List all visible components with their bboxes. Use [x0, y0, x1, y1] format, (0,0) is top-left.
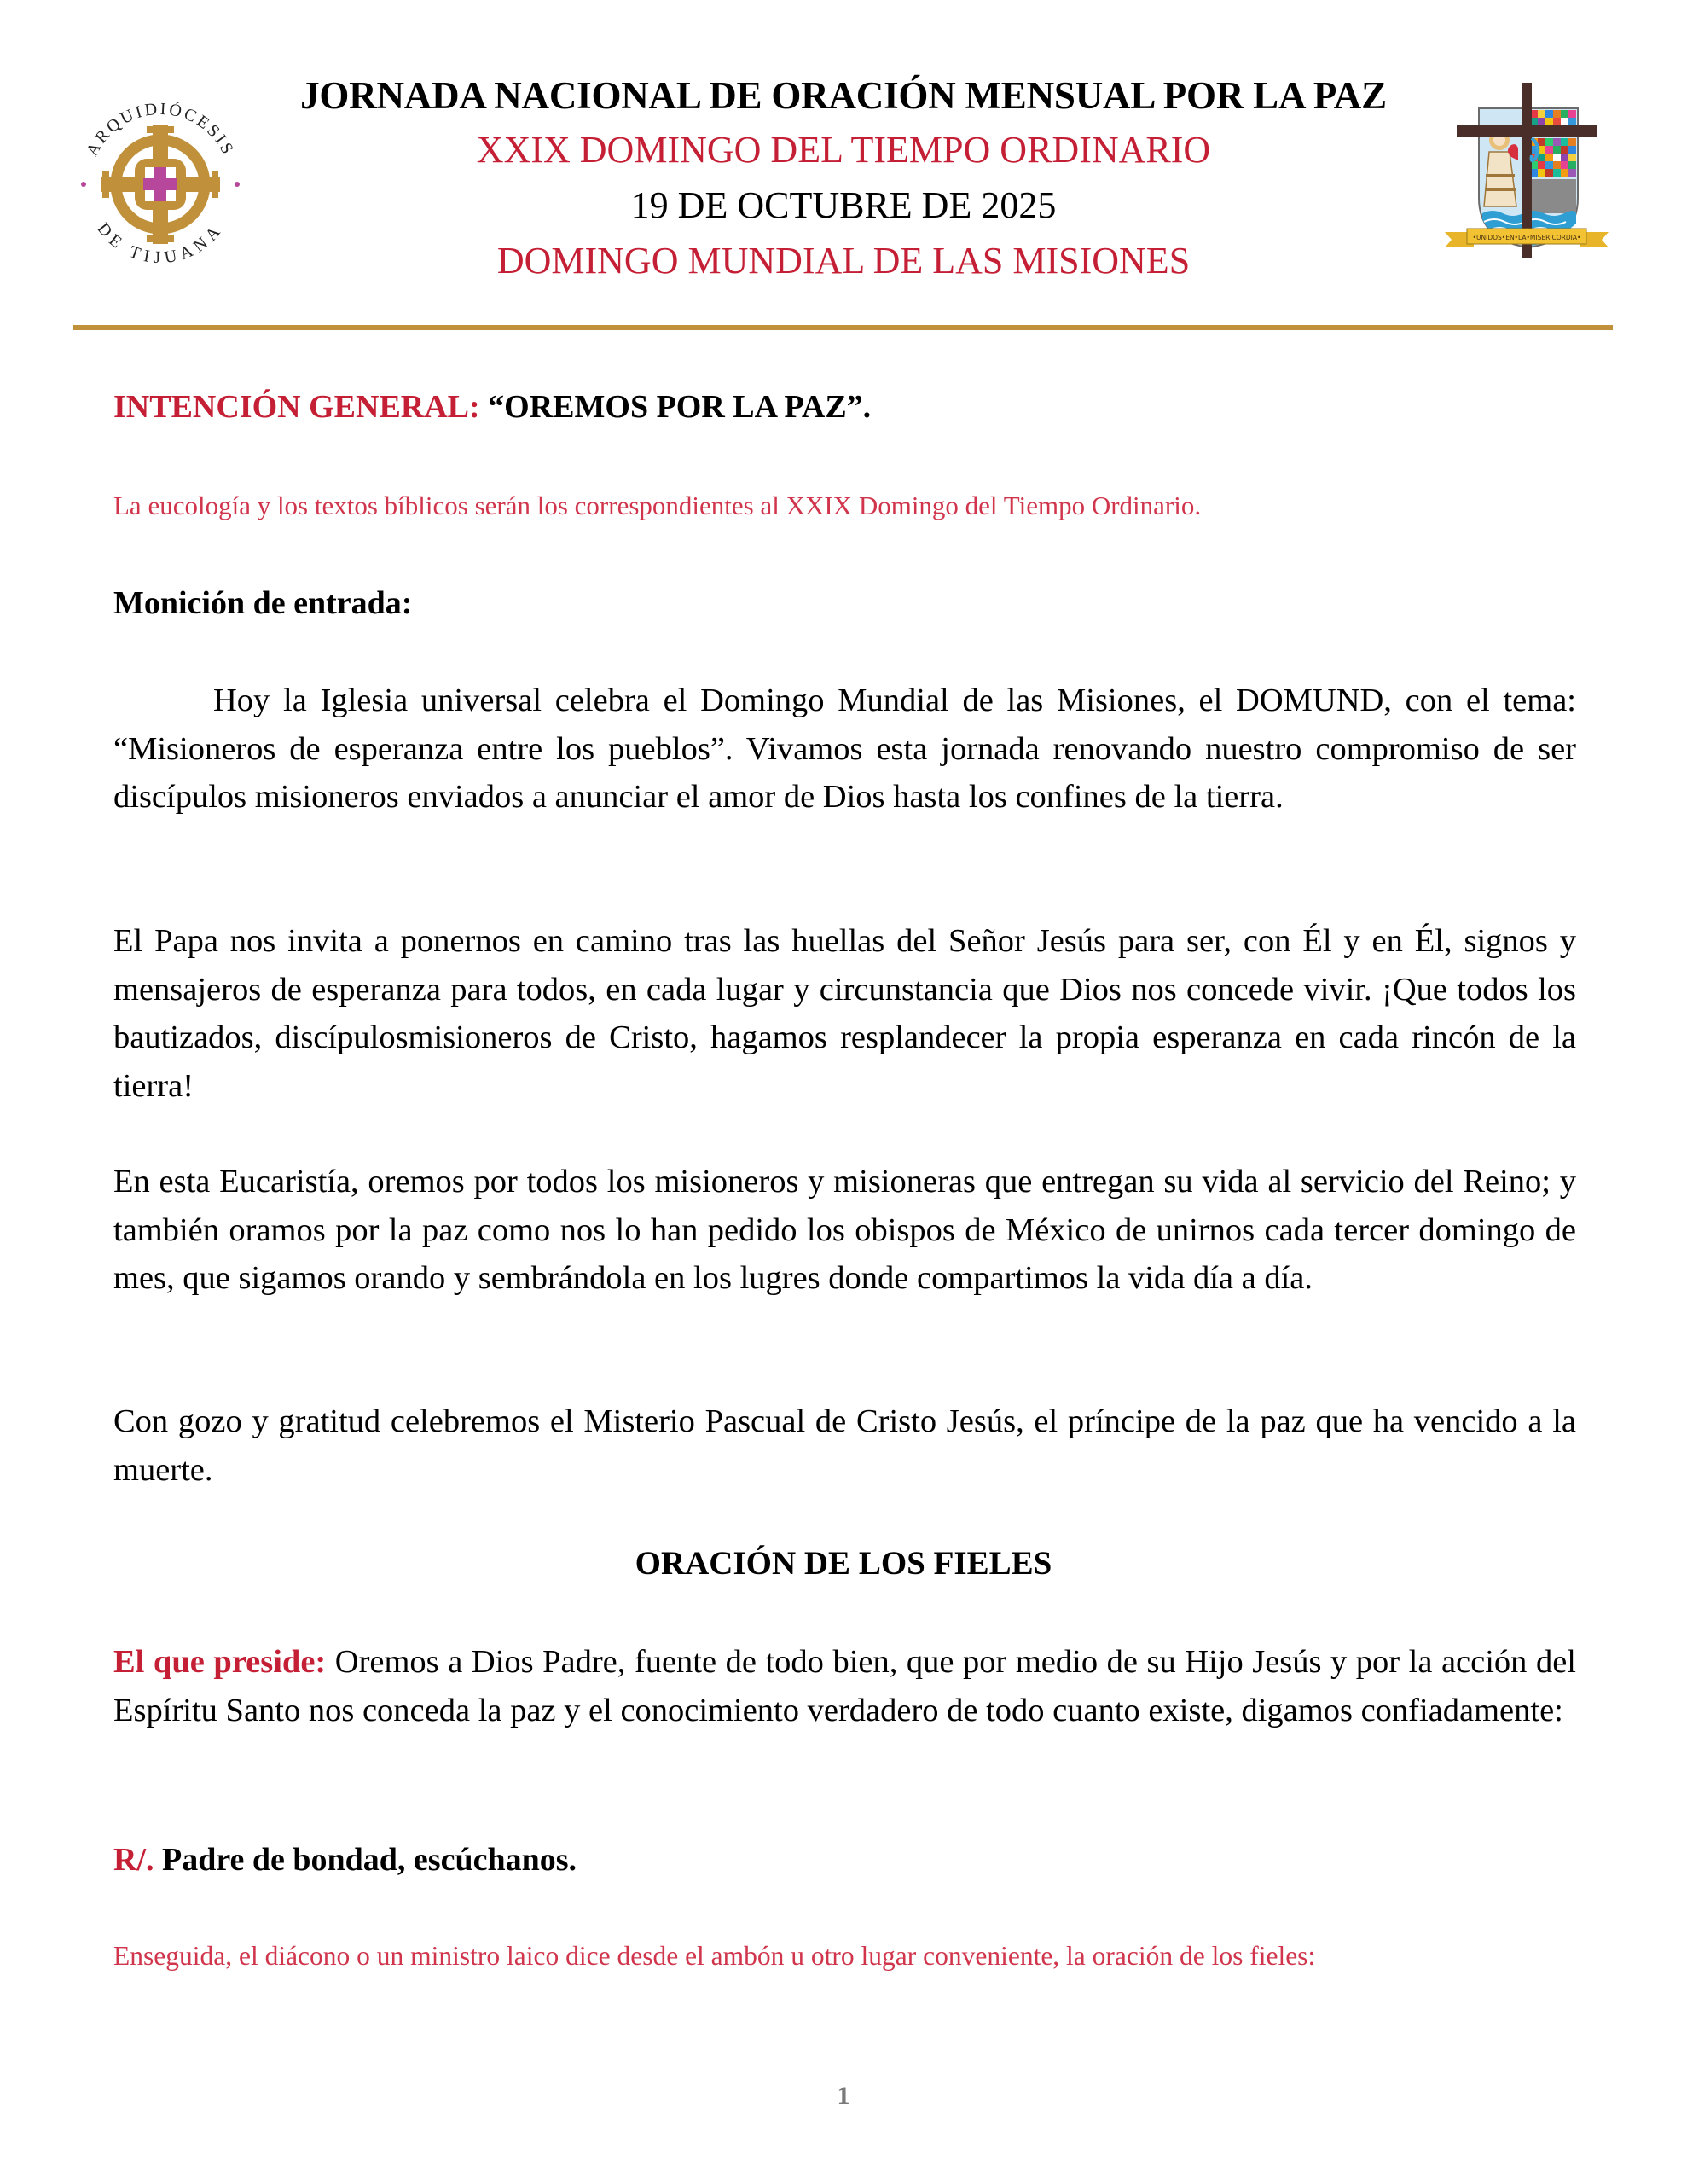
liturgical-sunday: XXIX DOMINGO DEL TIEMPO ORDINARIO	[476, 129, 1211, 171]
coat-of-arms-cross-shield-icon	[1441, 78, 1612, 270]
response-line	[113, 1841, 1576, 1879]
presider-invitation	[113, 1638, 1576, 1734]
prayer-of-faithful-heading: ORACIÓN DE LOS FIELES	[635, 1545, 1052, 1582]
general-intention	[113, 388, 1576, 426]
page-number: 1	[837, 2082, 850, 2110]
monicion-heading: Monición de entrada:	[113, 585, 413, 621]
monicion-paragraph: Hoy la Iglesia universal celebra el Domingo Mundial de las Misiones, el DOMUND, con el tema: “Misioneros de esperanza entre los pueblos”. Vivamos esta jornada renovando nuestro compromiso de ser discípulos misioneros enviados a anunciar el amor de Dios hasta los confines de la tierra.	[113, 682, 1576, 815]
svg-text:ARQUIDIÓCESIS: ARQUIDIÓCESIS	[82, 99, 239, 160]
response-text: Padre de bondad, escúchanos.	[154, 1842, 577, 1878]
monicion-paragraph: Con gozo y gratitud celebremos el Misterio Pascual de Cristo Jesús, el príncipe de la paz que ha vencido a la muerte.	[113, 1403, 1576, 1488]
presider-text: Oremos a Dios Padre, fuente de todo bien, que por medio de su Hijo Jesús y por la acción del Espíritu Santo nos conceda la paz y el conocimiento verdadero de todo cuanto existe, digamos confiadamente:	[113, 1644, 1576, 1728]
coat-of-arms-logo	[1441, 78, 1612, 270]
document-date: 19 DE OCTUBRE DE 2025	[630, 184, 1057, 226]
event-name: DOMINGO MUNDIAL DE LAS MISIONES	[496, 240, 1191, 282]
intention-text: “OREMOS POR LA PAZ”.	[479, 389, 872, 425]
presider-label: El que preside:	[113, 1644, 327, 1680]
header-divider	[73, 325, 1613, 330]
intention-label: INTENCIÓN GENERAL:	[113, 389, 480, 425]
response-label: R/.	[113, 1842, 154, 1878]
monicion-paragraph: En esta Eucaristía, oremos por todos los misioneros y misioneras que entregan su vida al servicio del Reino; y también oramos por la paz como nos lo han pedido los obispos de México de unirnos cada tercer domingo de mes, que sigamos orando y sembrándola en los lugres donde compartimos la vida día a día.	[113, 1164, 1576, 1296]
eucology-note: La eucología y los textos bíblicos serán los correspondientes al XXIX Domingo del Tiempo Ordinario.	[113, 491, 1202, 520]
svg-text:•UNIDOS•EN•LA•MISERICORDIA•: •UNIDOS•EN•LA•MISERICORDIA•	[1472, 234, 1581, 241]
document-title: JORNADA NACIONAL DE ORACIÓN MENSUAL POR LA PAZ	[300, 74, 1387, 117]
rubric-instruction: Enseguida, el diácono o un ministro laico dice desde el ambón u otro lugar conveniente, la oración de los fieles:	[113, 1941, 1316, 1971]
svg-text:DE TIJUANA: DE TIJUANA	[93, 219, 228, 268]
monicion-paragraph: El Papa nos invita a ponernos en camino tras las huellas del Señor Jesús para ser, con Él y en Él, signos y mensajeros de esperanza para todos, en cada lugar y circunstancia que Dios nos concede vivir. ¡Que todos los bautizados, discípulosmisioneros de Cristo, hagamos resplandecer la propia esperanza en cada rincón de la tierra!	[113, 923, 1576, 1104]
